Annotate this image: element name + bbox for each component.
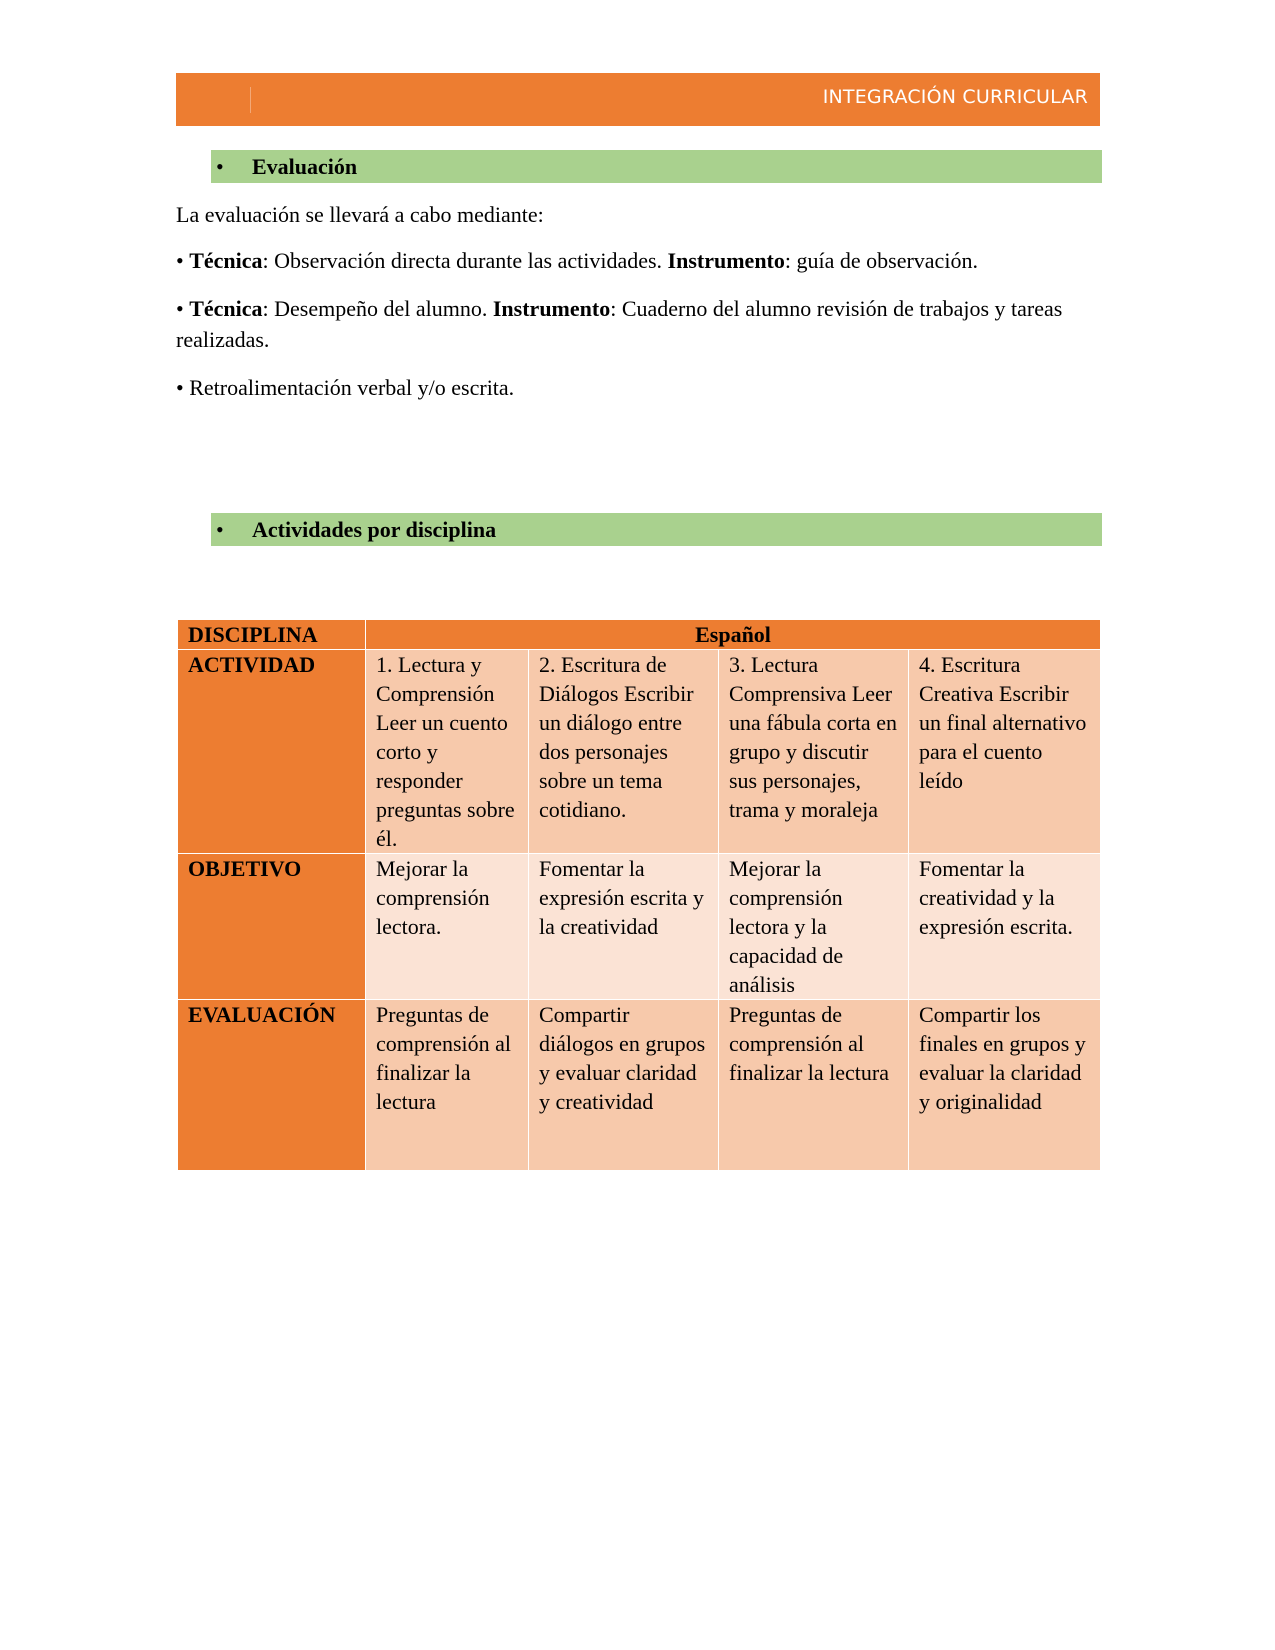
evaluation-item-3: • Retroalimentación verbal y/o escrita. — [176, 375, 515, 400]
table-cell: Fomentar la creatividad y la expresión escrita. — [909, 854, 1101, 1000]
table-cell: 1. Lectura y Comprensión Leer un cuento corto y responder preguntas sobre él. — [366, 650, 529, 854]
evaluation-item-1 — [176, 245, 1106, 276]
section-actividades — [211, 513, 1102, 546]
table-cell: 2. Escritura de Diálogos Escribir un diálogo entre dos personajes sobre un tema cotidiano. — [529, 650, 719, 854]
table-row — [178, 650, 1101, 854]
table-cell: 4. Escritura Creativa Escribir un final alternativo para el cuento leído — [909, 650, 1101, 854]
instrumento-text: : Cuaderno del alumno revisión de trabajos y tareas realizadas. — [176, 296, 1063, 352]
instrumento-label: Instrumento — [492, 296, 611, 321]
bullet-icon: • — [216, 154, 224, 179]
row-label-evaluacion: EVALUACIÓN — [178, 1000, 366, 1171]
activities-table — [177, 619, 1101, 1171]
instrumento-text: : guía de observación. — [784, 248, 978, 273]
table-cell: Preguntas de comprensión al finalizar la lectura — [719, 1000, 909, 1171]
item-bullet: • — [176, 296, 184, 321]
row-label-actividad: ACTIVIDAD — [178, 650, 366, 854]
table-cell: 3. Lectura Comprensiva Leer una fábula corta en grupo y discutir sus personajes, trama y moraleja — [719, 650, 909, 854]
table-cell: Compartir los finales en grupos y evaluar la claridad y originalidad — [909, 1000, 1101, 1171]
section-title: Actividades por disciplina — [252, 517, 497, 542]
table-cell: Preguntas de comprensión al finalizar la lectura — [366, 1000, 529, 1171]
table-row — [178, 1000, 1101, 1171]
table-cell: Fomentar la expresión escrita y la creatividad — [529, 854, 719, 1000]
bullet-icon: • — [216, 517, 224, 542]
instrumento-label: Instrumento — [667, 248, 785, 273]
header-discipline-name: Español — [366, 620, 1101, 650]
header-disciplina: DISCIPLINA — [178, 620, 366, 650]
evaluation-item-2 — [176, 293, 1106, 355]
row-label-objetivo: OBJETIVO — [178, 854, 366, 1000]
section-evaluacion — [211, 150, 1102, 183]
tecnica-label: Técnica — [189, 248, 263, 273]
tecnica-text: : Observación directa durante las actividades. — [262, 248, 668, 273]
evaluation-intro: La evaluación se llevará a cabo mediante: — [176, 202, 544, 227]
table-cell: Compartir diálogos en grupos y evaluar claridad y creatividad — [529, 1000, 719, 1171]
table-cell: Mejorar la comprensión lectora y la capacidad de análisis — [719, 854, 909, 1000]
header-divider — [250, 87, 251, 113]
item-bullet: • — [176, 248, 184, 273]
table-header-row — [178, 620, 1101, 650]
section-title: Evaluación — [252, 154, 358, 179]
table-cell: Mejorar la comprensión lectora. — [366, 854, 529, 1000]
header-band — [176, 73, 1100, 126]
table-row — [178, 854, 1101, 1000]
header-title: INTEGRACIÓN CURRICULAR — [822, 86, 1088, 108]
tecnica-text: : Desempeño del alumno. — [262, 296, 493, 321]
tecnica-label: Técnica — [189, 296, 263, 321]
